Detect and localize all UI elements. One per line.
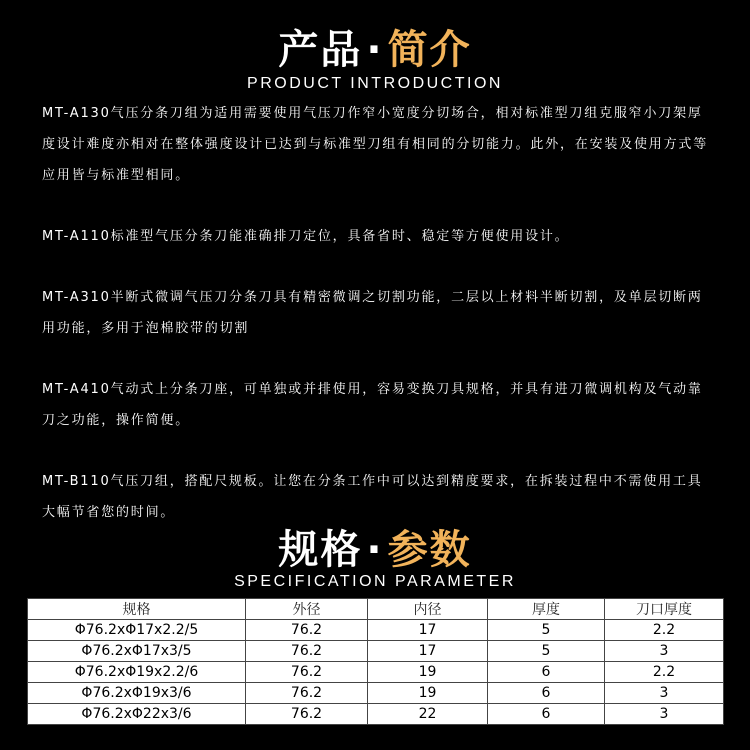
cell-blade-thickness: 3: [605, 704, 724, 725]
cell-thickness: 6: [488, 704, 605, 725]
spec-heading-dot: ·: [366, 527, 384, 573]
cell-spec: Φ76.2xΦ19x3/6: [28, 683, 246, 704]
intro-paragraph-a130: MT-A130气压分条刀组为适用需要使用气压刀作窄小宽度分切场合，相对标准型刀组克服窄小刀架厚度设计难度亦相对在整体强度设计已达到与标准型刀组有相同的分切能力。此外，在安装及使用方式等应用皆与标准型相同。: [42, 106, 709, 183]
spec-subtitle: SPECIFICATION PARAMETER: [234, 573, 516, 590]
intro-paragraph-a110: MT-A110标准型气压分条刀能准确排刀定位，具备省时、稳定等方便使用设计。: [42, 229, 570, 244]
table-header-row: [28, 599, 724, 620]
spec-heading-main: 规格: [278, 527, 363, 573]
cell-thickness: 5: [488, 620, 605, 641]
cell-inner-diameter: 19: [368, 683, 488, 704]
intro-paragraph-b110: MT-B110气压刀组，搭配尺规板。让您在分条工作中可以达到精度要求，在拆装过程中不需使用工具大幅节省您的时间。: [42, 474, 703, 520]
intro-heading-main: 产品: [278, 27, 363, 73]
cell-blade-thickness: 3: [605, 683, 724, 704]
cell-inner-diameter: 17: [368, 641, 488, 662]
cell-blade-thickness: 3: [605, 641, 724, 662]
table-row: [28, 641, 724, 662]
cell-outer-diameter: 76.2: [246, 704, 368, 725]
table-row: [28, 683, 724, 704]
cell-spec: Φ76.2xΦ19x2.2/6: [28, 662, 246, 683]
cell-outer-diameter: 76.2: [246, 641, 368, 662]
cell-outer-diameter: 76.2: [246, 683, 368, 704]
spec-heading: [0, 527, 750, 573]
spec-table: [27, 598, 724, 725]
cell-spec: Φ76.2xΦ17x2.2/5: [28, 620, 246, 641]
intro-heading: [0, 27, 750, 73]
column-header-inner-diameter: 内径: [368, 599, 488, 620]
table-row: [28, 662, 724, 683]
intro-paragraphs: [42, 98, 712, 558]
column-header-thickness: 厚度: [488, 599, 605, 620]
intro-paragraph-a310: MT-A310半断式微调气压刀分条刀具有精密微调之切割功能，二层以上材料半断切割，及单层切断两用功能，多用于泡棉胶带的切割: [42, 290, 703, 336]
table-row: [28, 704, 724, 725]
column-header-spec: 规格: [28, 599, 246, 620]
intro-heading-accent: 简介: [387, 27, 472, 73]
cell-outer-diameter: 76.2: [246, 662, 368, 683]
table-row: [28, 620, 724, 641]
cell-blade-thickness: 2.2: [605, 662, 724, 683]
column-header-outer-diameter: 外径: [246, 599, 368, 620]
intro-heading-dot: ·: [366, 27, 384, 73]
cell-outer-diameter: 76.2: [246, 620, 368, 641]
spec-heading-accent: 参数: [387, 527, 472, 573]
intro-subtitle: PRODUCT INTRODUCTION: [247, 75, 503, 92]
cell-spec: Φ76.2xΦ17x3/5: [28, 641, 246, 662]
cell-spec: Φ76.2xΦ22x3/6: [28, 704, 246, 725]
cell-thickness: 5: [488, 641, 605, 662]
cell-inner-diameter: 17: [368, 620, 488, 641]
cell-inner-diameter: 22: [368, 704, 488, 725]
column-header-blade-thickness: 刀口厚度: [605, 599, 724, 620]
cell-blade-thickness: 2.2: [605, 620, 724, 641]
cell-inner-diameter: 19: [368, 662, 488, 683]
cell-thickness: 6: [488, 683, 605, 704]
cell-thickness: 6: [488, 662, 605, 683]
intro-paragraph-a410: MT-A410气动式上分条刀座，可单独或并排使用，容易变换刀具规格，并具有进刀微调机构及气动靠刀之功能，操作简便。: [42, 382, 703, 428]
